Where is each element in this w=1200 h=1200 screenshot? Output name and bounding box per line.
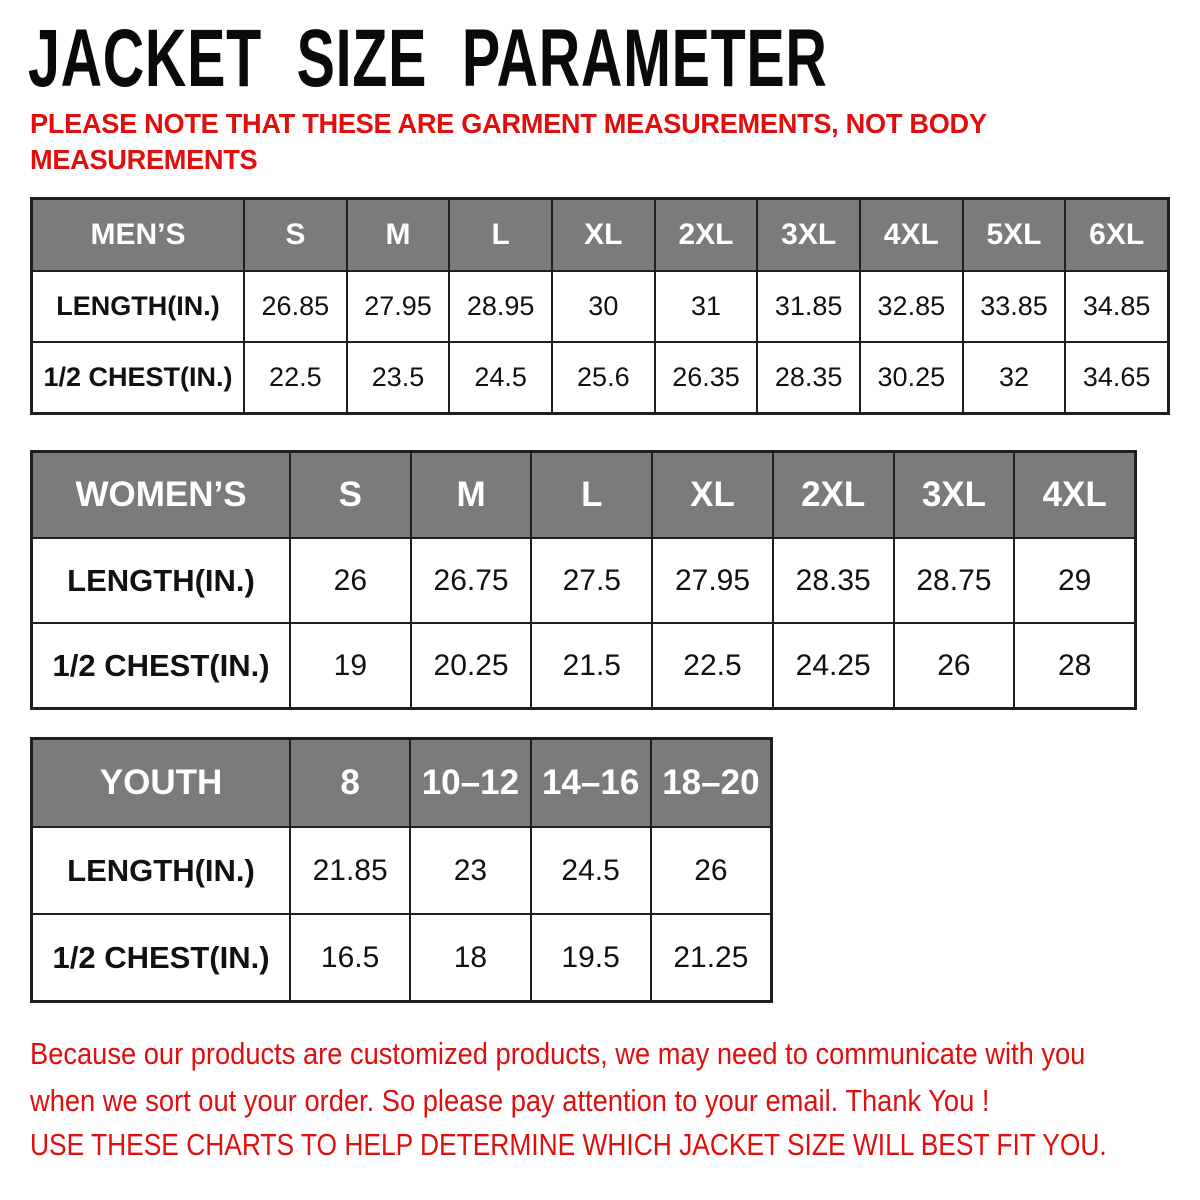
measurement-value-cell: 24.25 [774,624,893,707]
chart-usage-note: USE THESE CHARTS TO HELP DETERMINE WHICH JACKET SIZE WILL BEST FIT YOU. [30,1127,1107,1162]
table-title-cell: YOUTH [33,740,289,826]
measurement-value-cell: 23 [411,828,529,913]
measurement-value-cell: 32 [964,343,1065,412]
row-label-cell: LENGTH(IN.) [33,828,289,913]
measurement-value-cell: 24.5 [532,828,650,913]
measurement-value-cell: 26 [895,624,1014,707]
size-header-cell: 2XL [774,453,893,537]
measurement-value-cell: 34.85 [1066,272,1167,341]
customization-contact-note-line2: when we sort out your order. So please pay attention to your email. Thank You ! [30,1083,990,1119]
measurement-value-cell: 27.95 [348,272,449,341]
measurement-value-cell: 26 [291,539,410,622]
size-header-cell: 8 [291,740,409,826]
measurement-value-cell: 21.5 [532,624,651,707]
measurement-value-cell: 30.25 [861,343,962,412]
measurement-value-cell: 18 [411,915,529,1000]
measurement-value-cell: 34.65 [1066,343,1167,412]
garment-measurements-note-line1: PLEASE NOTE THAT THESE ARE GARMENT MEASUREMENTS, NOT BODY [30,108,987,139]
size-header-cell: XL [553,200,654,270]
size-header-cell: L [450,200,551,270]
page-title: JACKET SIZE PARAMETER [28,13,828,104]
table-title-cell: WOMEN’S [33,453,289,537]
measurement-value-cell: 26.35 [656,343,757,412]
measurement-value-cell: 19 [291,624,410,707]
measurement-value-cell: 22.5 [653,624,772,707]
row-label-cell: 1/2 CHEST(IN.) [33,624,289,707]
measurement-value-cell: 21.25 [652,915,770,1000]
measurement-value-cell: 28.75 [895,539,1014,622]
womens-size-table [30,450,1137,710]
size-header-cell: 10–12 [411,740,529,826]
customization-contact-note [30,1030,1085,1125]
measurement-value-cell: 21.85 [291,828,409,913]
row-label-cell: LENGTH(IN.) [33,272,243,341]
measurement-value-cell: 19.5 [532,915,650,1000]
size-header-cell: 2XL [656,200,757,270]
youth-size-table [30,737,773,1003]
measurement-value-cell: 29 [1015,539,1134,622]
measurement-value-cell: 33.85 [964,272,1065,341]
measurement-value-cell: 26 [652,828,770,913]
row-label-cell: 1/2 CHEST(IN.) [33,343,243,412]
garment-measurements-note [30,106,987,178]
measurement-value-cell: 28 [1015,624,1134,707]
measurement-value-cell: 26.75 [412,539,531,622]
measurement-value-cell: 22.5 [245,343,346,412]
row-label-cell: 1/2 CHEST(IN.) [33,915,289,1000]
measurement-value-cell: 26.85 [245,272,346,341]
size-header-cell: 4XL [861,200,962,270]
measurement-value-cell: 30 [553,272,654,341]
measurement-value-cell: 20.25 [412,624,531,707]
measurement-value-cell: 28.35 [758,343,859,412]
mens-size-table [30,197,1170,415]
size-header-cell: M [348,200,449,270]
size-header-cell: 6XL [1066,200,1167,270]
measurement-value-cell: 32.85 [861,272,962,341]
size-header-cell: XL [653,453,772,537]
size-header-cell: 4XL [1015,453,1134,537]
measurement-value-cell: 16.5 [291,915,409,1000]
size-header-cell: 18–20 [652,740,770,826]
measurement-value-cell: 28.95 [450,272,551,341]
row-label-cell: LENGTH(IN.) [33,539,289,622]
measurement-value-cell: 24.5 [450,343,551,412]
table-title-cell: MEN’S [33,200,243,270]
size-header-cell: 3XL [758,200,859,270]
size-header-cell: 5XL [964,200,1065,270]
size-header-cell: M [412,453,531,537]
measurement-value-cell: 28.35 [774,539,893,622]
size-header-cell: S [245,200,346,270]
measurement-value-cell: 31.85 [758,272,859,341]
garment-measurements-note-line2: MEASUREMENTS [30,143,258,175]
size-header-cell: S [291,453,410,537]
measurement-value-cell: 23.5 [348,343,449,412]
measurement-value-cell: 27.5 [532,539,651,622]
size-header-cell: L [532,453,651,537]
size-header-cell: 14–16 [532,740,650,826]
measurement-value-cell: 27.95 [653,539,772,622]
size-header-cell: 3XL [895,453,1014,537]
measurement-value-cell: 25.6 [553,343,654,412]
customization-contact-note-line1: Because our products are customized products, we may need to communicate with you [30,1036,1086,1071]
measurement-value-cell: 31 [656,272,757,341]
